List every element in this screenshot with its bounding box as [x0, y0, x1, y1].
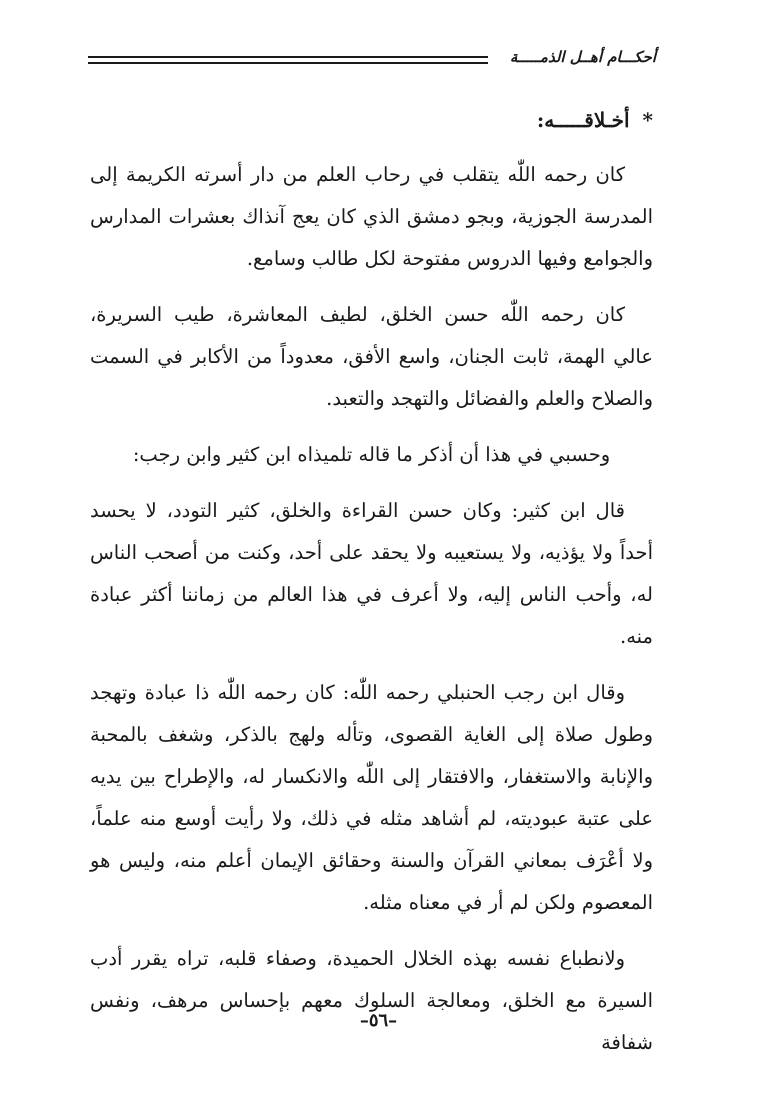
header-rule: [88, 56, 488, 58]
page-number: –٥٦–: [359, 1010, 398, 1031]
header-rule: [88, 62, 488, 64]
section-heading: [90, 100, 653, 140]
paragraph: قال ابن كثير: وكان حسن القراءة والخلق، كثير التودد، لا يحسد أحداً ولا يؤذيه، ولا يستعيبه ولا يحقد على أحد، وكنت من أصحب الناس له، وأحب الناس إليه، ولا أعرف في هذا العالم من زماننا أكثر عبادة منه.: [90, 499, 653, 648]
paragraph: وحسبي في هذا أن أذكر ما قاله تلميذاه ابن كثير وابن رجب:: [132, 443, 611, 466]
paragraph: ولانطباع نفسه بهذه الخلال الحميدة، وصفاء قلبه، تراه يقرر أدب السيرة مع الخلق، ومعالجة السلوك معهم بإحساس مرهف، ونفس شفافة: [90, 947, 653, 1054]
running-header: [88, 47, 656, 71]
paragraph: كان رحمه اللّٰه يتقلب في رحاب العلم من دار أسرته الكريمة إلى المدرسة الجوزية، وبجو دمشق الذي كان يعج آنذاك بعشرات المدارس والجوامع وفيها الدروس مفتوحة لكل طالب وسامع.: [90, 163, 653, 270]
page-body: [90, 100, 653, 1078]
paragraph: وقال ابن رجب الحنبلي رحمه اللّٰه: كان رحمه اللّٰه ذا عبادة وتهجد وطول صلاة إلى الغاية القصوى، وتأله ولهج بالذكر، وشغف بالمحبة والإنابة والاستغفار، والافتقار إلى اللّٰه والانكسار له، والإطراح بين يديه على عتبة عبوديته، لم أشاهد مثله في ذلك، ولا رأيت أوسع منه علماً، ولا أعْرَف بمعاني القرآن والسنة وحقائق الإيمان أعلم منه، وليس هو المعصوم ولكن لم أر في معناه مثله.: [90, 681, 653, 914]
bullet-star-icon: *: [642, 108, 653, 132]
section-heading-text: أخـلاقـــــه:: [536, 108, 630, 132]
paragraph: كان رحمه اللّٰه حسن الخلق، لطيف المعاشرة، طيب السريرة، عالي الهمة، ثابت الجنان، واسع الأفق، معدوداً من الأكابر في السمت والصلاح والعلم والفضائل والتهجد والتعبد.: [90, 303, 653, 410]
running-title: أحكـــام أهــل الذمـــــة: [509, 48, 656, 66]
